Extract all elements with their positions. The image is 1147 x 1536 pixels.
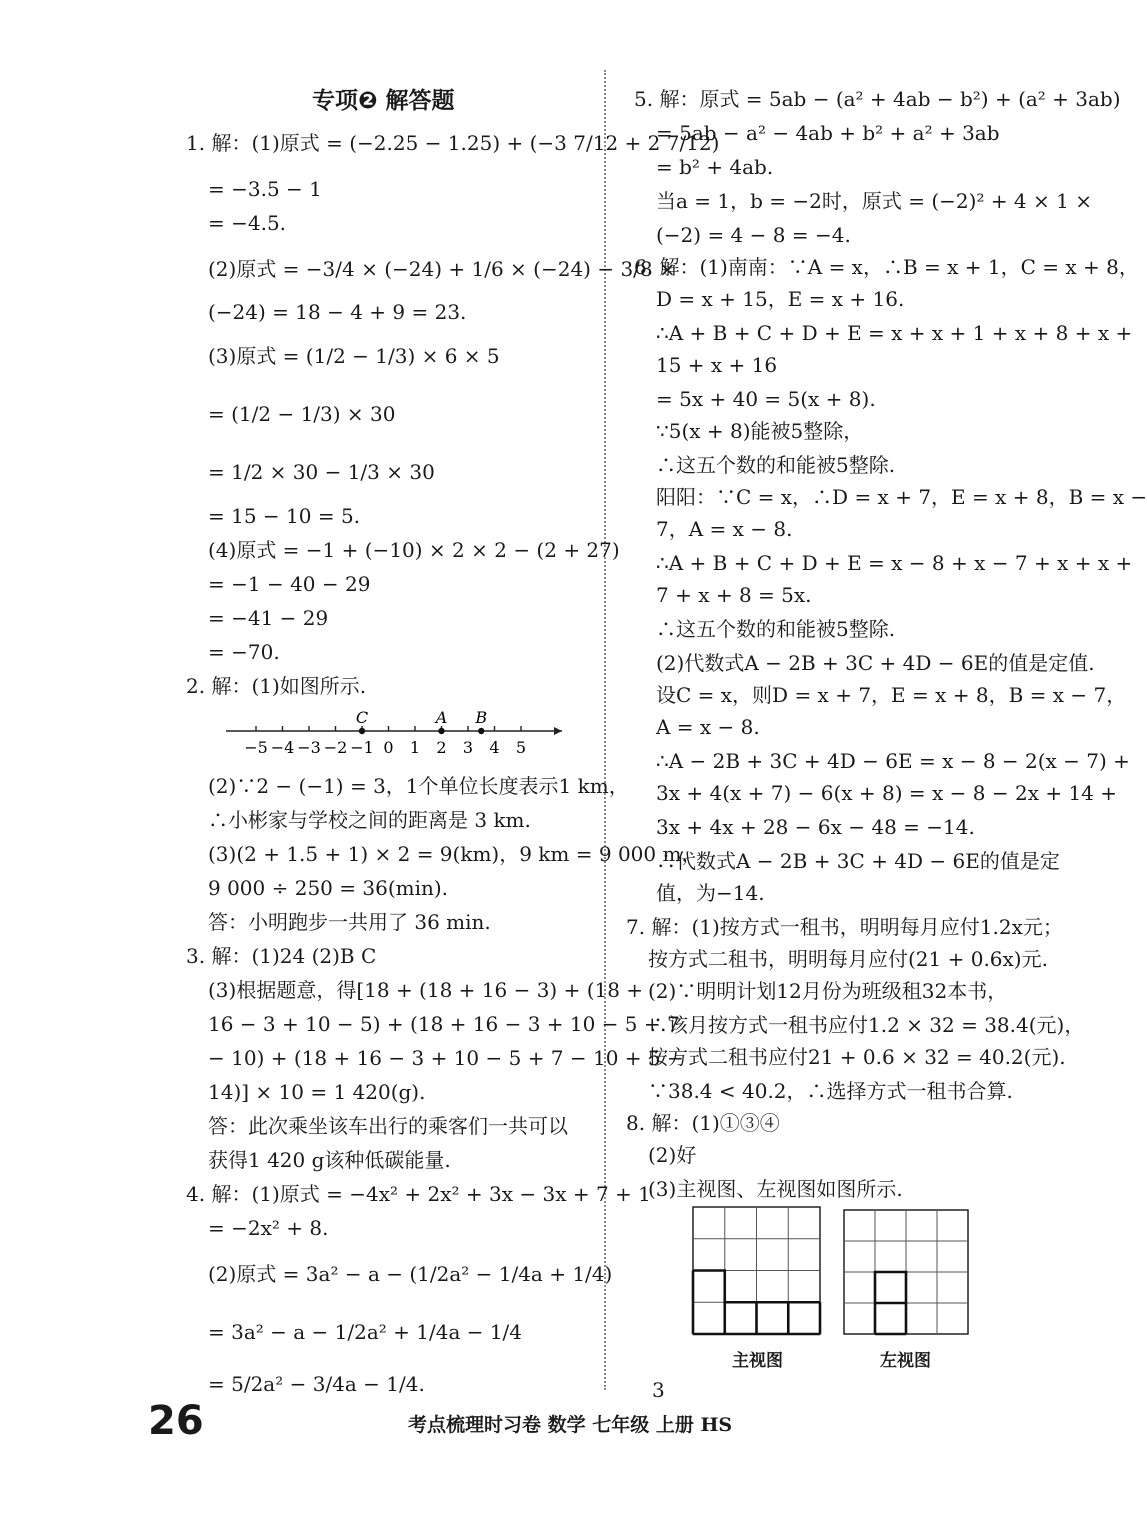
number-line-point	[438, 728, 444, 734]
solution-line: ∴A + B + C + D + E = x − 8 + x − 7 + x + x +	[656, 551, 1133, 575]
solution-line: 1. 解：(1)原式 = (−2.25 − 1.25) + (−3 7/12 + 2 7/12)	[186, 131, 720, 155]
number-line-point	[359, 728, 365, 734]
solution-line: 设C = x，则D = x + 7，E = x + 8，B = x − 7，	[656, 683, 1127, 707]
solution-line: ∴这五个数的和能被5整除.	[656, 453, 896, 477]
solution-line: = −4.5.	[208, 211, 287, 235]
solution-line: 2. 解：(1)如图所示.	[186, 674, 367, 698]
solution-line: 6. 解：(1)南南：∵A = x，∴B = x + 1，C = x + 8，	[634, 255, 1139, 279]
number-line-tick-label: −5	[244, 738, 268, 757]
solution-line: (2)∵2 − (−1) = 3，1个单位长度表示1 km，	[208, 774, 629, 798]
solution-line: 8. 解：(1)①③④	[626, 1111, 780, 1135]
front-view-label: 主视图	[732, 1351, 783, 1371]
solution-line: = −1 − 40 − 29	[208, 572, 371, 596]
solution-line: (3)原式 = (1/2 − 1/3) × 6 × 5	[208, 344, 500, 368]
number-line-tick-label: −1	[350, 738, 374, 757]
number-line-tick-label: 2	[436, 738, 447, 757]
solution-line: = −41 − 29	[208, 606, 329, 630]
solution-line: (3)主视图、左视图如图所示.	[648, 1177, 903, 1201]
solution-line: (2)原式 = 3a² − a − (1/2a² − 1/4a + 1/4)	[208, 1262, 613, 1286]
solution-line: 3	[652, 1378, 665, 1402]
solution-line: D = x + 15，E = x + 16.	[656, 287, 905, 311]
solution-line: (2)代数式A − 2B + 3C + 4D − 6E的值是定值.	[656, 651, 1095, 675]
number-line-tick-label: 0	[383, 738, 394, 757]
number-line-figure	[226, 705, 566, 765]
solution-line: = −3.5 − 1	[208, 177, 322, 201]
solution-line: 7 + x + 8 = 5x.	[656, 583, 812, 607]
solution-line: 答：小明跑步一共用了 36 min.	[208, 910, 491, 934]
solution-line: 7. 解：(1)按方式一租书，明明每月应付1.2x元；	[626, 915, 1063, 939]
solution-line: (3)根据题意，得[18 + (18 + 16 − 3) + (18 +	[208, 978, 644, 1002]
solution-line: ∴这五个数的和能被5整除.	[656, 617, 896, 641]
solution-line: 4. 解：(1)原式 = −4x² + 2x² + 3x − 3x + 7 + 1	[186, 1182, 651, 1206]
solution-line: (3)(2 + 1.5 + 1) × 2 = 9(km)，9 km = 9 000 m，	[208, 842, 702, 866]
solution-line: ∴A + B + C + D + E = x + x + 1 + x + 8 + x +	[656, 321, 1133, 345]
number-line-tick-label: −4	[270, 738, 295, 757]
number-line-tick-label: 5	[515, 738, 527, 757]
solution-line: 3. 解：(1)24 (2)B C	[186, 944, 377, 968]
solution-line: 16 − 3 + 10 − 5) + (18 + 16 − 3 + 10 − 5 + 7	[208, 1012, 680, 1036]
number-line-tick-label: −3	[297, 738, 321, 757]
section-title: 专项❷ 解答题	[312, 88, 455, 114]
solution-line: ∵38.4 < 40.2，∴选择方式一租书合算.	[648, 1079, 1013, 1103]
number-line-point	[478, 728, 484, 734]
solution-line: 值，为−14.	[656, 881, 765, 905]
solution-line: 3x + 4(x + 7) − 6(x + 8) = x − 8 − 2x + 14 +	[656, 781, 1118, 805]
solution-line: ∴该月按方式一租书应付1.2 × 32 = 38.4(元)，	[648, 1013, 1085, 1037]
solution-line: ∴A − 2B + 3C + 4D − 6E = x − 8 − 2(x − 7) +	[656, 749, 1130, 773]
solution-line: ∴小彬家与学校之间的距离是 3 km.	[208, 808, 531, 832]
solution-line: = 3a² − a − 1/2a² + 1/4a − 1/4	[208, 1320, 523, 1344]
number-line-tick-label: 1	[409, 738, 421, 757]
solution-line: = 15 − 10 = 5.	[208, 504, 361, 528]
solution-line: ∵5(x + 8)能被5整除，	[656, 419, 864, 443]
solution-line: = −70.	[208, 640, 280, 664]
solution-line: 当a = 1，b = −2时，原式 = (−2)² + 4 × 1 ×	[656, 189, 1092, 213]
solution-line: 答：此次乘坐该车出行的乘客们一共可以	[208, 1114, 568, 1138]
solution-line: = (1/2 − 1/3) × 30	[208, 402, 396, 426]
solution-line: ∴代数式A − 2B + 3C + 4D − 6E的值是定	[656, 849, 1060, 873]
solution-line: 按方式二租书应付21 + 0.6 × 32 = 40.2(元).	[648, 1045, 1066, 1069]
solution-line: 9 000 ÷ 250 = 36(min).	[208, 876, 449, 900]
number-line-tick-label: 4	[489, 738, 500, 757]
solution-line: 5. 解：原式 = 5ab − (a² + 4ab − b²) + (a² + 3ab)	[634, 87, 1121, 111]
number-line-point-label: B	[475, 708, 488, 727]
front-view-grid	[692, 1206, 822, 1336]
solution-line: = 5ab − a² − 4ab + b² + a² + 3ab	[656, 121, 1000, 145]
solution-line: 按方式二租书，明明每月应付(21 + 0.6x)元.	[648, 947, 1048, 971]
left-view-label: 左视图	[880, 1351, 931, 1371]
solution-line: 15 + x + 16	[656, 353, 778, 377]
solution-line: = b² + 4ab.	[656, 155, 774, 179]
solution-line: 7，A = x − 8.	[656, 517, 793, 541]
solution-line: = 5/2a² − 3/4a − 1/4.	[208, 1372, 425, 1396]
solution-line: (−2) = 4 − 8 = −4.	[656, 223, 851, 247]
solution-line: (4)原式 = −1 + (−10) × 2 × 2 − (2 + 27)	[208, 538, 620, 562]
solution-line: (2)好	[648, 1143, 697, 1167]
solution-line: 阳阳：∵C = x，∴D = x + 7，E = x + 8，B = x −	[656, 485, 1147, 509]
solution-line: = 5x + 40 = 5(x + 8).	[656, 387, 876, 411]
solution-line: = 1/2 × 30 − 1/3 × 30	[208, 460, 435, 484]
solution-line: 14)] × 10 = 1 420(g).	[208, 1080, 426, 1104]
solution-line: (2)∵明明计划12月份为班级租32本书，	[648, 979, 1008, 1003]
solution-line: (−24) = 18 − 4 + 9 = 23.	[208, 300, 467, 324]
left-view-grid	[843, 1209, 970, 1336]
number-line-arrow	[554, 727, 562, 735]
number-line-point-label: C	[355, 708, 369, 727]
solution-line: 获得1 420 g该种低碳能量.	[208, 1148, 451, 1172]
solution-line: (2)原式 = −3/4 × (−24) + 1/6 × (−24) − 3/8 ×	[208, 257, 676, 281]
number-line-tick-label: 3	[462, 738, 474, 757]
number-line-point-label: A	[435, 708, 448, 727]
number-line-tick-label: −2	[323, 738, 348, 757]
solution-line: A = x − 8.	[656, 715, 760, 739]
solution-line: − 10) + (18 + 16 − 3 + 10 − 5 + 7 − 10 + 5 −	[208, 1046, 684, 1070]
footer-text: 考点梳理时习卷 数学 七年级 上册 HS	[408, 1414, 733, 1436]
solution-line: = −2x² + 8.	[208, 1216, 329, 1240]
page-number: 26	[148, 1398, 204, 1444]
solution-line: 3x + 4x + 28 − 6x − 48 = −14.	[656, 815, 975, 839]
